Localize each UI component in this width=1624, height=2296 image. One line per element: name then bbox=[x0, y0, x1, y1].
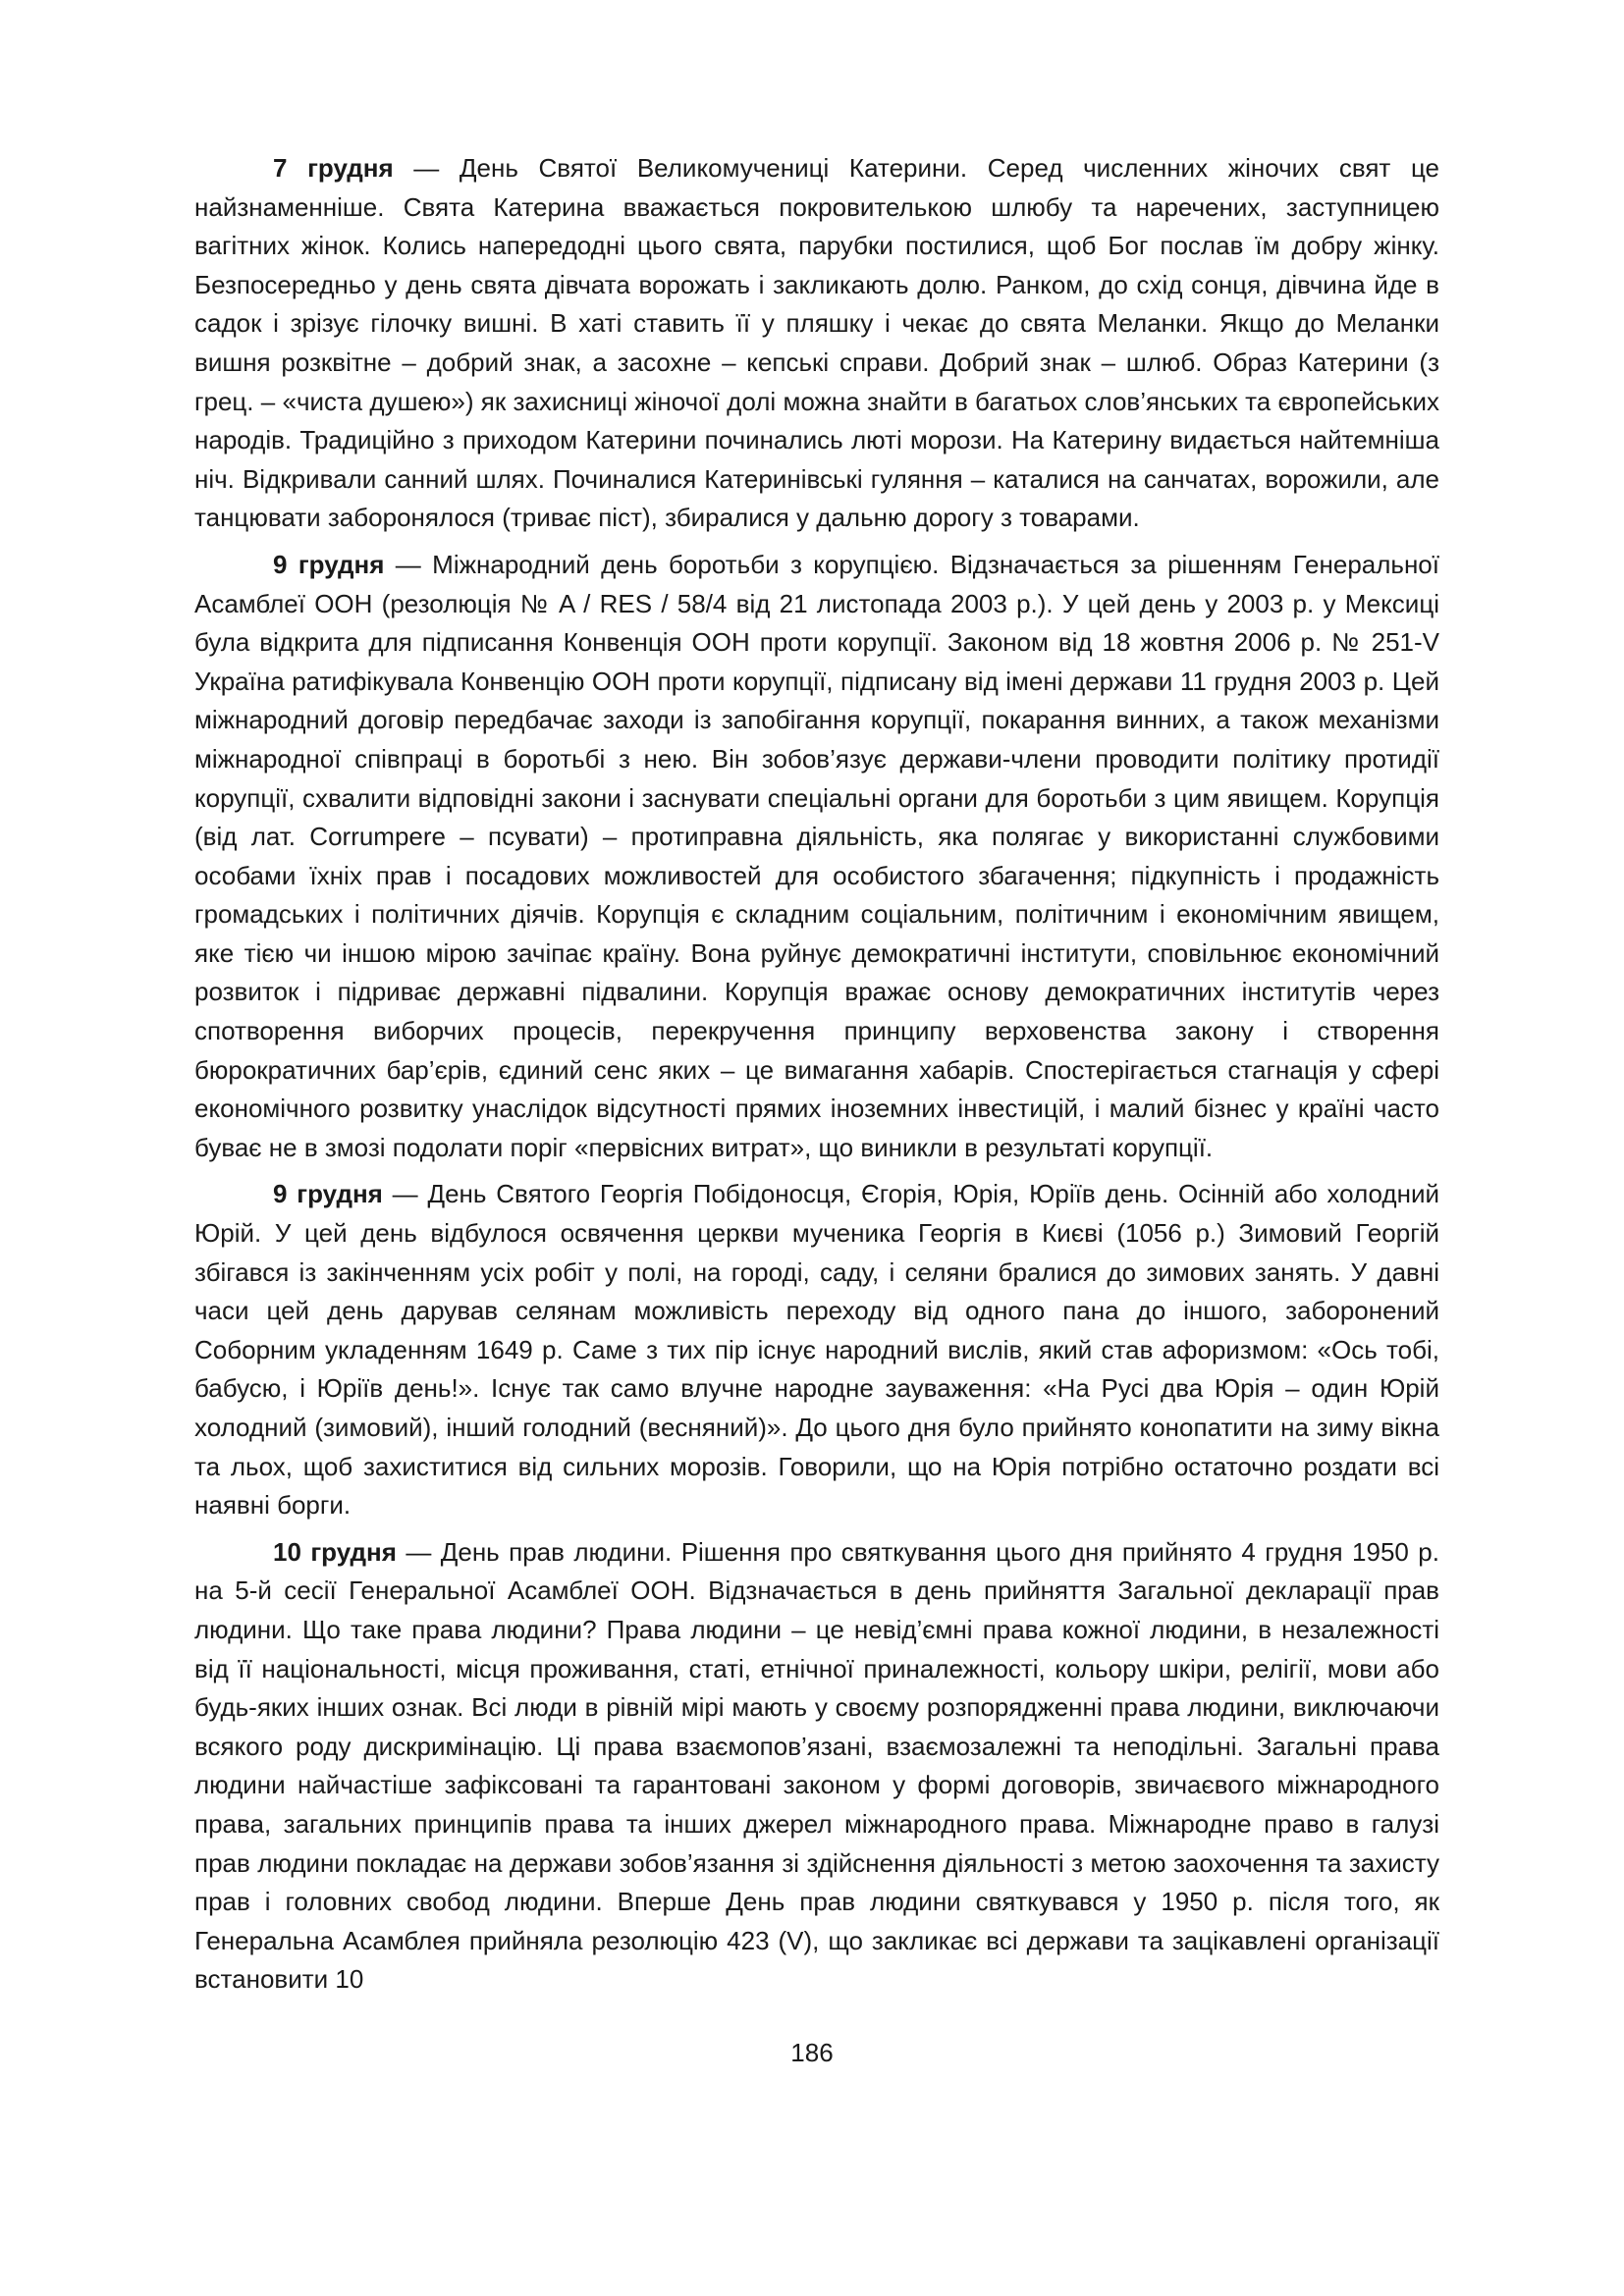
calendar-entry bbox=[194, 546, 1439, 1168]
entry-text: Міжнародний день боротьби з корупцією. Відзначається за рішенням Генеральної Асамблеї ООН (резолюція № A / RES / 58/4 від 21 листопада 2003 р.). У цей день у 2003 р. у Мексиці була відкрита для підписання Конвенція ООН проти корупції. Законом від 18 жовтня 2006 р. № 251-V Україна ратифікувала Конвенцію ООН проти корупції, підписану від імені держави 11 грудня 2003 р. Цей міжнародний договір передбачає заходи із запобігання корупції, покарання винних, а також механізми міжнародної співпраці в боротьбі з нею. Він зобов’язує держави-члени проводити політику протидії корупції, схвалити відповідні закони і заснувати спеціальні органи для боротьби з цим явищем. Корупція (від лат. Corrumpere – псувати) – протиправна діяльність, яка полягає у використанні службовими особами їхніх прав і посадових можливостей для особистого збагачення; підкупність і продажність громадських і політичних діячів. Корупція є складним соціальним, політичним і економічним явищем, яке тією чи іншою мірою зачіпає країну. Вона руйнує демократичні інститути, сповільнює економічний розвиток і підриває державні підвалини. Корупція вражає основу демократичних інститутів через спотворення виборчих процесів, перекручення принципу верховенства закону і створення бюрократичних бар’єрів, єдиний сенс яких – це вимагання хабарів. Спостерігається стагнація у сфері економічного розвитку унаслідок відсутності прямих іноземних інвестицій, і малий бізнес у країні часто буває не в змозі подолати поріг «первісних витрат», що виникли в результаті корупції. bbox=[194, 549, 1439, 1162]
calendar-entry bbox=[194, 1533, 1439, 2000]
entry-text: День Святої Великомучениці Катерини. Серед численних жіночих свят це найзнаменніше. Свята Катерина вважається покровителькою шлюбу та наречених, заступницею вагітних жінок. Колись напередодні цього свята, парубки постилися, щоб Бог послав їм добру жінку. Безпосередньо у день свята дівчата ворожать і закликають долю. Ранком, до схід сонця, дівчина йде в садок і зрізує гілочку вишні. В хаті ставить її у пляшку і чекає до свята Меланки. Якщо до Меланки вишня розквітне – добрий знак, а засохне – кепські справи. Добрий знак – шлюб. Образ Катерини (з грец. – «чиста душею») як захисниці жіночої долі можна знайти в багатьох слов’янських та європейських народів. Традиційно з приходом Катерини починались люті морози. На Катерину видається найтемніша ніч. Відкривали санний шлях. Починалися Катеринівські гуляння – каталися на санчатах, ворожили, але танцювати заборонялося (триває піст), збиралися у дальню дорогу з товарами. bbox=[194, 153, 1440, 533]
calendar-entry bbox=[194, 149, 1439, 538]
entry-separator: — bbox=[396, 1536, 441, 1567]
page-number: 186 bbox=[790, 2038, 834, 2067]
entry-date: 9 грудня bbox=[273, 1179, 383, 1209]
entry-separator: — bbox=[393, 153, 460, 183]
entry-date: 7 грудня bbox=[273, 153, 394, 183]
page-body bbox=[194, 149, 1439, 2007]
entry-text: День прав людини. Рішення про святкування цього дня прийнято 4 грудня 1950 р. на 5-й сесії Генеральної Асамблеї ООН. Відзначається в день прийняття Загальної декларації прав людини. Що таке права людини? Права людини – це невід’ємні права кожної людини, в незалежності від її національності, місця проживання, статі, етнічної приналежності, кольору шкіри, релігії, мови або будь-яких інших ознак. Всі люди в рівній мірі мають у своєму розпорядженні права людини, виключаючи всякого роду дискримінацію. Ці права взаємопов’язані, взаємозалежні та неподільні. Загальні права людини найчастіше зафіксовані та гарантовані законом у формі договорів, звичаєвого міжнародного права, загальних принципів права та інших джерел міжнародного права. Міжнародне право в галузі прав людини покладає на держави зобов’язання зі здійснення діяльності з метою заохочення та захисту прав і головних свобод людини. Вперше День прав людини святкувався у 1950 р. після того, як Генеральна Асамблея прийняла резолюцію 423 (V), що закликає всі держави та зацікавлені організації встановити 10 bbox=[194, 1536, 1439, 1995]
entry-date: 10 грудня bbox=[273, 1536, 397, 1567]
entry-text: День Святого Георгія Побідоносця, Єгорія, Юрія, Юріїв день. Осінній або холодний Юрій. У цей день відбулося освячення церкви мученика Георгія в Києві (1056 р.) Зимовий Георгій збігався із закінченням усіх робіт у полі, на городі, саду, і селяни бралися до зимових занять. У давні часи цей день дарував селянам можливість переходу від одного пана до іншого, заборонений Соборним укладенням 1649 р. Саме з тих пір існує народний вислів, який став афоризмом: «Ось тобі, бабусю, і Юріїв день!». Існує так само влучне народне зауваження: «На Русі два Юрія – один Юрій холодний (зимовий), інший голодний (весняний)». До цього дня було прийнято конопатити на зиму вікна та льох, щоб захиститися від сильних морозів. Говорили, що на Юрія потрібно остаточно роздати всі наявні борги. bbox=[194, 1179, 1440, 1521]
entry-separator: — bbox=[382, 1179, 428, 1209]
calendar-entry bbox=[194, 1175, 1439, 1524]
entry-date: 9 грудня bbox=[273, 549, 385, 579]
entry-separator: — bbox=[384, 549, 433, 579]
